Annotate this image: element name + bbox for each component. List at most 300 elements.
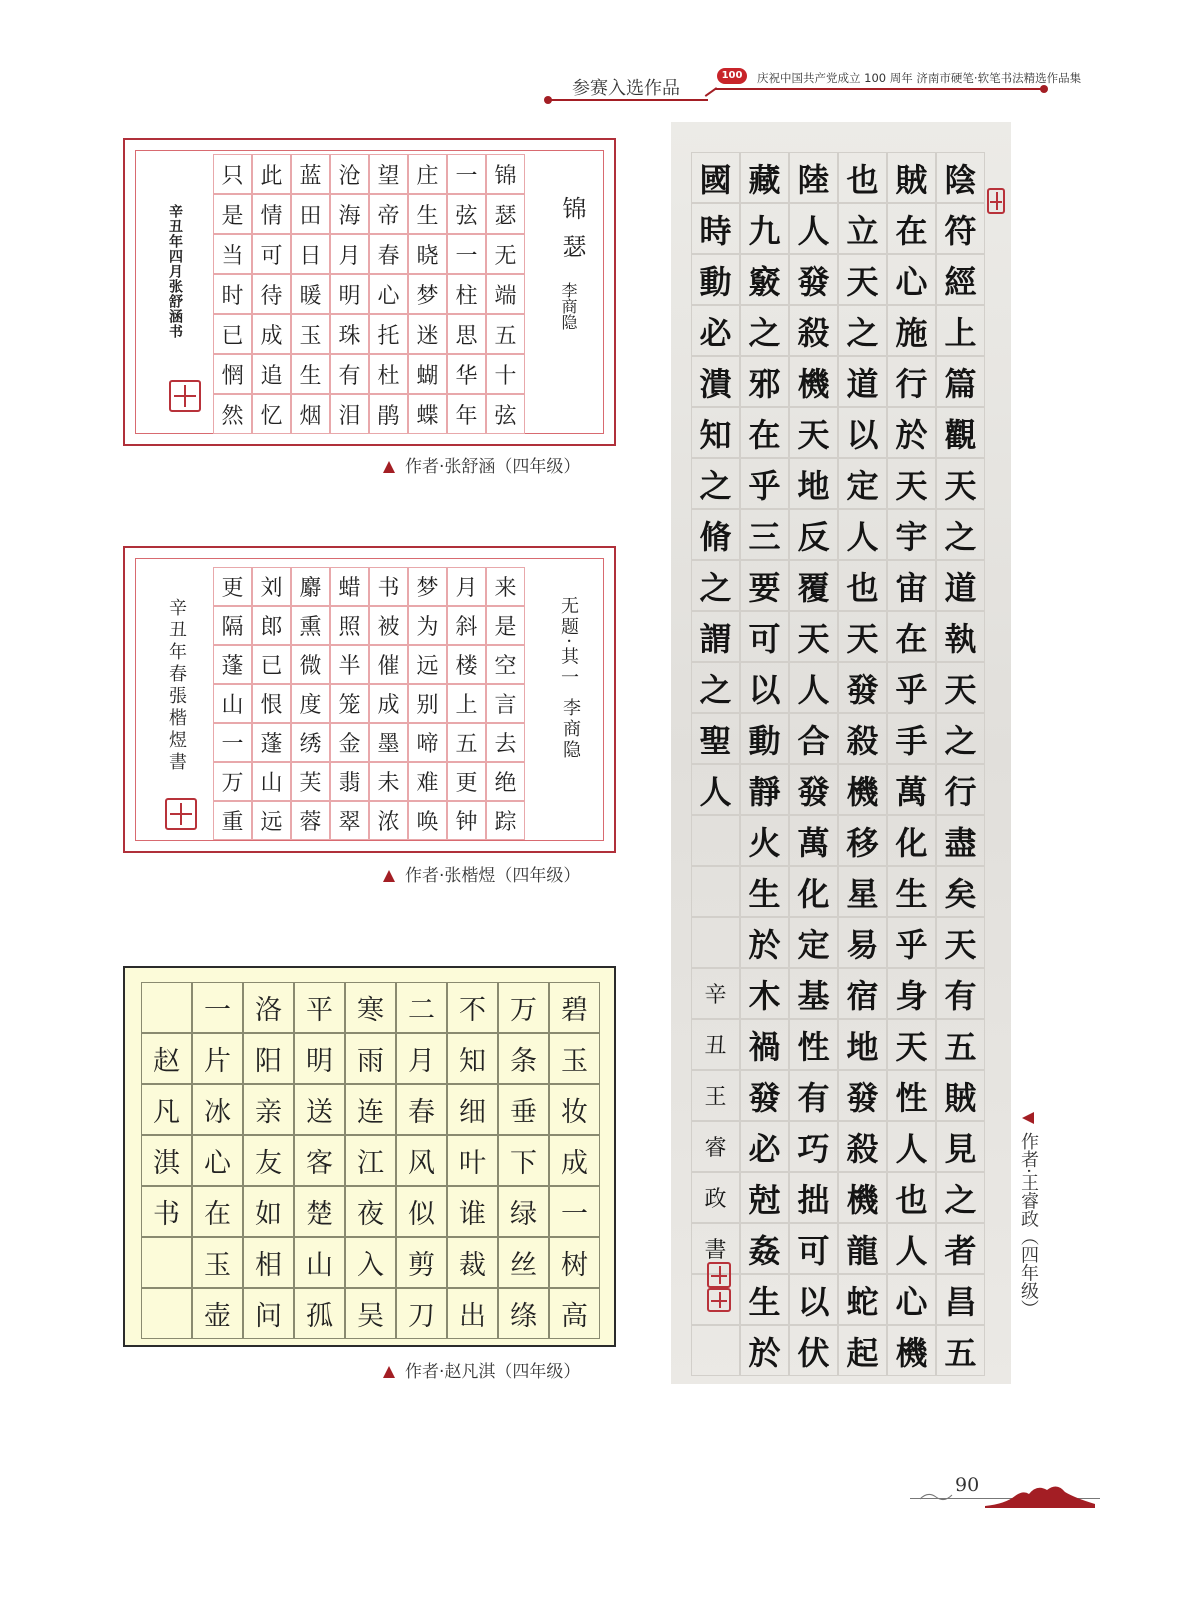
grid-cell: 出 (447, 1288, 498, 1339)
grid-cell: 性 (887, 1070, 936, 1121)
grid-column (838, 152, 887, 1376)
grid-cell: 下 (498, 1135, 549, 1186)
grid-cell: 木 (740, 968, 789, 1019)
grid-cell: 是 (213, 194, 252, 234)
poem-title: 锦瑟 (558, 196, 586, 272)
grid-column (408, 154, 447, 434)
grid-cell: 可 (252, 234, 291, 274)
grid-cell: 人 (789, 203, 838, 254)
grid-cell: 生 (740, 866, 789, 917)
grid-cell: 上 (936, 305, 985, 356)
grid-cell: 者 (936, 1223, 985, 1274)
grid-cell: 似 (396, 1186, 447, 1237)
grid-cell: 地 (789, 458, 838, 509)
grid-cell: 绣 (291, 723, 330, 762)
grid-cell (691, 1325, 740, 1376)
grid-cell: 身 (887, 968, 936, 1019)
grid-cell: 已 (252, 645, 291, 684)
grid-cell: 入 (345, 1237, 396, 1288)
grid-column (252, 567, 291, 840)
grid-cell: 萬 (789, 815, 838, 866)
grid-cell: 蓝 (291, 154, 330, 194)
grid-cell: 刀 (396, 1288, 447, 1339)
grid-cell: 邪 (740, 356, 789, 407)
grid-cell: 烟 (291, 394, 330, 434)
grid-cell: 乎 (740, 458, 789, 509)
grid-cell: 在 (740, 407, 789, 458)
grid-cell: 昌 (936, 1274, 985, 1325)
grid-cell: 半 (330, 645, 369, 684)
grid-cell: 日 (291, 234, 330, 274)
grid-cell: 殺 (838, 713, 887, 764)
grid-cell: 翡 (330, 762, 369, 801)
grid-cell: 經 (936, 254, 985, 305)
grid-column (447, 567, 486, 840)
seal-stamp-top (987, 188, 1005, 214)
grid-cell: 天 (936, 662, 985, 713)
grid-cell: 连 (345, 1084, 396, 1135)
seal-stamp (707, 1262, 731, 1288)
grid-cell: 笼 (330, 684, 369, 723)
grid-cell: 人 (887, 1121, 936, 1172)
grid-cell: 國 (691, 152, 740, 203)
grid-cell: 施 (887, 305, 936, 356)
grid-cell: 人 (789, 662, 838, 713)
grid-cell: 未 (369, 762, 408, 801)
grid-cell: 细 (447, 1084, 498, 1135)
grid-cell: 伏 (789, 1325, 838, 1376)
grid-cell: 拙 (789, 1172, 838, 1223)
grid-column (252, 154, 291, 434)
grid-cell: 剪 (396, 1237, 447, 1288)
grid-column (330, 567, 369, 840)
grid-cell: 心 (887, 254, 936, 305)
grid-cell: 海 (330, 194, 369, 234)
grid-cell: 裁 (447, 1237, 498, 1288)
grid-cell: 晓 (408, 234, 447, 274)
grid-column (486, 154, 525, 434)
grid-cell: 基 (789, 968, 838, 1019)
grid-cell: 以 (838, 407, 887, 458)
grid-cell: 於 (740, 917, 789, 968)
grid-cell: 生 (887, 866, 936, 917)
grid-cell: 绝 (486, 762, 525, 801)
grid-cell: 丝 (498, 1237, 549, 1288)
grid-cell: 聖 (691, 713, 740, 764)
grid-cell: 楼 (447, 645, 486, 684)
grid-cell: 五 (936, 1325, 985, 1376)
grid-cell: 天 (936, 917, 985, 968)
grid-cell: 冰 (192, 1084, 243, 1135)
signature-cell (141, 1237, 192, 1288)
grid-column (498, 982, 549, 1339)
grid-cell: 於 (887, 407, 936, 458)
grid-cell: 春 (369, 234, 408, 274)
grid-cell: 賊 (887, 152, 936, 203)
grid-cell: 九 (740, 203, 789, 254)
grid-cell: 之 (936, 1172, 985, 1223)
grid-cell: 雨 (345, 1033, 396, 1084)
grid-column (549, 982, 600, 1339)
grid-cell: 尅 (740, 1172, 789, 1223)
poem-title: 无题·其一 (558, 596, 579, 689)
grid-cell: 金 (330, 723, 369, 762)
signature: 辛丑年春張楷煜書 (166, 598, 187, 774)
header-rule-right (715, 88, 1043, 90)
grid-cell: 五 (447, 723, 486, 762)
page-number: 90 (955, 1474, 980, 1496)
grid-cell: 瑟 (486, 194, 525, 234)
caption-4: 作者·王睿政（四年级） (1015, 1112, 1041, 1318)
grid-cell: 謂 (691, 611, 740, 662)
grid-cell: 空 (486, 645, 525, 684)
grid-cell: 为 (408, 606, 447, 645)
grid-cell: 远 (252, 801, 291, 840)
grid-cell: 知 (691, 407, 740, 458)
grid-cell: 月 (447, 567, 486, 606)
grid-cell: 叶 (447, 1135, 498, 1186)
grid-cell: 陰 (936, 152, 985, 203)
grid-cell: 以 (789, 1274, 838, 1325)
grid-cell: 於 (740, 1325, 789, 1376)
grid-cell: 碧 (549, 982, 600, 1033)
grid-cell: 可 (789, 1223, 838, 1274)
signature-cell: 王 (691, 1070, 740, 1121)
grid-cell: 谁 (447, 1186, 498, 1237)
caption-3: 作者·赵凡淇（四年级） (383, 1357, 580, 1382)
grid-cell: 知 (447, 1033, 498, 1084)
grid-cell: 發 (838, 662, 887, 713)
grid-cell: 蝶 (408, 394, 447, 434)
grid-cell: 来 (486, 567, 525, 606)
grid-cell: 動 (691, 254, 740, 305)
grid-cell: 杜 (369, 354, 408, 394)
grid-cell: 篇 (936, 356, 985, 407)
seal-stamp (169, 380, 201, 412)
caption-2: 作者·张楷煜（四年级） (383, 861, 580, 886)
grid-cell: 有 (936, 968, 985, 1019)
grid-cell: 书 (369, 567, 408, 606)
signature-cell: 書 (691, 1223, 740, 1274)
grid-cell: 之 (936, 713, 985, 764)
grid-cell: 生 (740, 1274, 789, 1325)
grid-cell: 垂 (498, 1084, 549, 1135)
grid-column (789, 152, 838, 1376)
grid-cell: 天 (887, 1019, 936, 1070)
grid-cell: 客 (294, 1135, 345, 1186)
grid-column (369, 154, 408, 434)
grid-cell: 微 (291, 645, 330, 684)
grid-cell: 執 (936, 611, 985, 662)
grid-cell: 时 (213, 274, 252, 314)
grid-cell: 庄 (408, 154, 447, 194)
grid-cell: 也 (887, 1172, 936, 1223)
grid-cell: 也 (838, 560, 887, 611)
grid-cell: 觀 (936, 407, 985, 458)
grid-cell: 吴 (345, 1288, 396, 1339)
grid-cell: 月 (396, 1033, 447, 1084)
grid-cell: 蓬 (213, 645, 252, 684)
grid-column (330, 154, 369, 434)
grid-cell: 之 (838, 305, 887, 356)
grid-cell: 動 (740, 713, 789, 764)
calligraphy-work-1 (123, 138, 616, 446)
calligraphy-work-4 (671, 122, 1011, 1384)
grid-cell: 殺 (838, 1121, 887, 1172)
grid-cell: 道 (936, 560, 985, 611)
grid-cell: 靜 (740, 764, 789, 815)
grid-cell: 言 (486, 684, 525, 723)
grid-cell: 天 (887, 458, 936, 509)
grid-cell: 機 (887, 1325, 936, 1376)
grid-cell: 阳 (243, 1033, 294, 1084)
grid-cell: 寒 (345, 982, 396, 1033)
grid-cell: 矣 (936, 866, 985, 917)
grid-cell: 火 (740, 815, 789, 866)
grid-cell: 成 (549, 1135, 600, 1186)
grid-cell: 蓉 (291, 801, 330, 840)
grid-cell: 鹃 (369, 394, 408, 434)
grid-column (396, 982, 447, 1339)
grid-cell: 之 (691, 662, 740, 713)
grid-cell: 风 (396, 1135, 447, 1186)
grid-cell: 追 (252, 354, 291, 394)
grid-cell: 機 (838, 764, 887, 815)
grid-cell: 天 (936, 458, 985, 509)
grid-cell: 华 (447, 354, 486, 394)
grid-cell: 起 (838, 1325, 887, 1376)
grid-cell: 機 (838, 1172, 887, 1223)
grid-cell: 機 (789, 356, 838, 407)
grid-cell: 化 (789, 866, 838, 917)
grid-column (192, 982, 243, 1339)
grid-cell: 天 (789, 611, 838, 662)
grid-cell: 生 (408, 194, 447, 234)
grid-cell: 在 (887, 203, 936, 254)
grid-cell: 之 (936, 509, 985, 560)
grid-cell: 托 (369, 314, 408, 354)
grid-cell: 别 (408, 684, 447, 723)
grid-cell: 楚 (294, 1186, 345, 1237)
grid-cell: 見 (936, 1121, 985, 1172)
grid-cell: 人 (691, 764, 740, 815)
grid-cell: 柱 (447, 274, 486, 314)
grid-cell: 心 (192, 1135, 243, 1186)
grid-cell (691, 815, 740, 866)
grid-cell: 万 (498, 982, 549, 1033)
grid-cell: 定 (789, 917, 838, 968)
grid-cell: 唤 (408, 801, 447, 840)
grid-cell: 重 (213, 801, 252, 840)
grid-cell: 竅 (740, 254, 789, 305)
poem-author: 李商隐 (560, 698, 581, 761)
signature: 辛丑年四月张舒涵书 (167, 204, 183, 339)
grid-cell: 更 (213, 567, 252, 606)
caption-arrow-icon (383, 870, 395, 882)
grid-cell: 地 (838, 1019, 887, 1070)
header-rule-left (548, 99, 708, 101)
grid-cell: 条 (498, 1033, 549, 1084)
caption-arrow-icon (383, 461, 395, 473)
grid-cell: 弦 (447, 194, 486, 234)
calligraphy-work-2 (123, 546, 616, 853)
grid-cell: 弦 (486, 394, 525, 434)
grid-cell: 蛇 (838, 1274, 887, 1325)
grid-cell: 片 (192, 1033, 243, 1084)
grid-cell: 乎 (887, 662, 936, 713)
grid-cell: 望 (369, 154, 408, 194)
character-grid (141, 982, 600, 1339)
grid-cell: 恨 (252, 684, 291, 723)
grid-cell (691, 917, 740, 968)
grid-cell: 麝 (291, 567, 330, 606)
grid-cell: 符 (936, 203, 985, 254)
grid-column (887, 152, 936, 1376)
grid-column (294, 982, 345, 1339)
grid-cell: 啼 (408, 723, 447, 762)
grid-cell: 去 (486, 723, 525, 762)
grid-cell: 盡 (936, 815, 985, 866)
grid-cell: 高 (549, 1288, 600, 1339)
signature-cell (141, 982, 192, 1033)
grid-cell: 绿 (498, 1186, 549, 1237)
character-grid (213, 567, 525, 840)
grid-cell: 發 (838, 1070, 887, 1121)
grid-cell: 当 (213, 234, 252, 274)
grid-cell: 成 (252, 314, 291, 354)
grid-cell: 生 (291, 354, 330, 394)
grid-cell: 性 (789, 1019, 838, 1070)
mountain-decoration-icon (985, 1480, 1095, 1508)
grid-cell: 禍 (740, 1019, 789, 1070)
signature-column (141, 982, 192, 1339)
grid-cell: 之 (740, 305, 789, 356)
grid-cell: 星 (838, 866, 887, 917)
grid-cell: 宙 (887, 560, 936, 611)
grid-cell: 天 (789, 407, 838, 458)
grid-cell: 难 (408, 762, 447, 801)
grid-cell: 易 (838, 917, 887, 968)
grid-cell: 人 (887, 1223, 936, 1274)
grid-cell: 钟 (447, 801, 486, 840)
grid-cell: 天 (838, 611, 887, 662)
grid-cell: 郎 (252, 606, 291, 645)
grid-column (213, 567, 252, 840)
grid-cell: 友 (243, 1135, 294, 1186)
signature-cell: 赵 (141, 1033, 192, 1084)
grid-cell: 必 (740, 1121, 789, 1172)
grid-cell: 一 (447, 154, 486, 194)
grid-cell: 人 (838, 509, 887, 560)
caption-arrow-icon (383, 1366, 395, 1378)
grid-cell: 成 (369, 684, 408, 723)
grid-cell: 送 (294, 1084, 345, 1135)
grid-cell: 无 (486, 234, 525, 274)
grid-cell: 已 (213, 314, 252, 354)
grid-cell: 以 (740, 662, 789, 713)
grid-cell: 更 (447, 762, 486, 801)
grid-cell: 宇 (887, 509, 936, 560)
grid-cell: 妆 (549, 1084, 600, 1135)
grid-cell: 月 (330, 234, 369, 274)
grid-cell: 發 (789, 254, 838, 305)
grid-column (447, 154, 486, 434)
grid-cell: 刘 (252, 567, 291, 606)
grid-cell: 十 (486, 354, 525, 394)
character-grid (691, 152, 985, 1376)
grid-cell: 一 (213, 723, 252, 762)
grid-cell: 踪 (486, 801, 525, 840)
grid-cell: 化 (887, 815, 936, 866)
grid-cell: 道 (838, 356, 887, 407)
grid-cell: 賊 (936, 1070, 985, 1121)
centenary-logo: 100 (717, 68, 747, 84)
grid-cell: 立 (838, 203, 887, 254)
grid-cell: 明 (330, 274, 369, 314)
grid-cell: 發 (789, 764, 838, 815)
grid-cell: 覆 (789, 560, 838, 611)
grid-cell: 度 (291, 684, 330, 723)
grid-cell: 孤 (294, 1288, 345, 1339)
grid-cell: 移 (838, 815, 887, 866)
grid-cell: 斜 (447, 606, 486, 645)
grid-cell: 平 (294, 982, 345, 1033)
grid-column (740, 152, 789, 1376)
grid-cell: 不 (447, 982, 498, 1033)
grid-cell: 萬 (887, 764, 936, 815)
character-grid (213, 154, 525, 434)
grid-cell: 龍 (838, 1223, 887, 1274)
grid-cell: 五 (486, 314, 525, 354)
grid-cell: 有 (330, 354, 369, 394)
signature-cell (141, 1288, 192, 1339)
seal-stamp (165, 798, 197, 830)
grid-cell: 夜 (345, 1186, 396, 1237)
grid-column (243, 982, 294, 1339)
grid-cell: 浓 (369, 801, 408, 840)
grid-cell: 二 (396, 982, 447, 1033)
grid-cell: 一 (549, 1186, 600, 1237)
grid-cell: 之 (691, 560, 740, 611)
grid-cell: 可 (740, 611, 789, 662)
signature-cell: 睿 (691, 1121, 740, 1172)
poem-author: 李商隐 (559, 282, 578, 330)
grid-column (291, 567, 330, 840)
grid-cell: 合 (789, 713, 838, 764)
grid-cell: 宿 (838, 968, 887, 1019)
grid-cell: 蜡 (330, 567, 369, 606)
grid-cell: 洛 (243, 982, 294, 1033)
grid-cell: 心 (369, 274, 408, 314)
grid-cell: 一 (192, 982, 243, 1033)
grid-cell: 被 (369, 606, 408, 645)
caption-arrow-icon (1022, 1112, 1034, 1124)
grid-cell: 巧 (789, 1121, 838, 1172)
grid-cell: 姦 (740, 1223, 789, 1274)
collection-title: 庆祝中国共产党成立 100 周年 济南市硬笔·软笔书法精选作品集 (757, 71, 1082, 85)
grid-cell: 行 (887, 356, 936, 407)
grid-cell: 陸 (789, 152, 838, 203)
grid-cell (691, 866, 740, 917)
grid-cell: 只 (213, 154, 252, 194)
seal-stamp (707, 1288, 731, 1312)
grid-cell: 梦 (408, 274, 447, 314)
grid-cell: 春 (396, 1084, 447, 1135)
signature-cell: 政 (691, 1172, 740, 1223)
grid-cell: 远 (408, 645, 447, 684)
grid-cell: 三 (740, 509, 789, 560)
grid-cell: 情 (252, 194, 291, 234)
